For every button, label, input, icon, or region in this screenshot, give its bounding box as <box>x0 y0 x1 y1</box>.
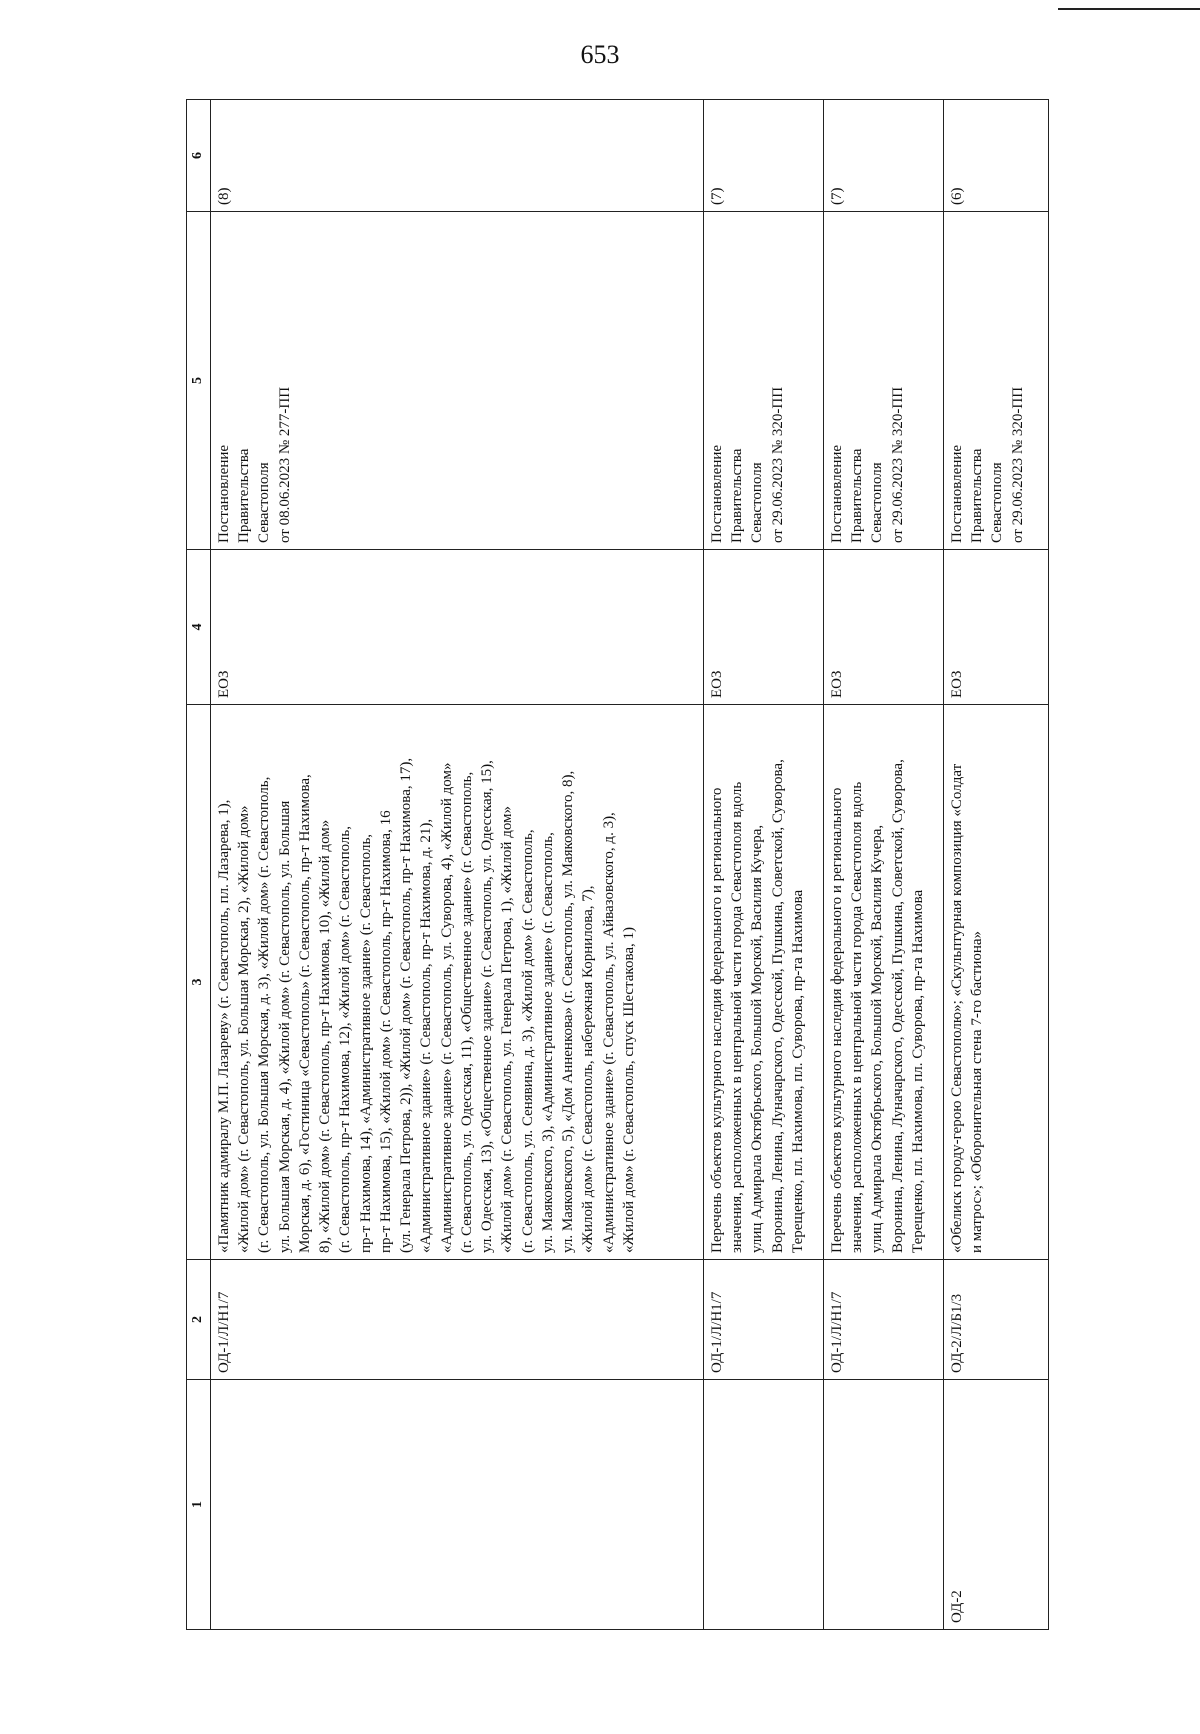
zone-cell <box>823 1380 943 1630</box>
column-header: 3 <box>187 705 211 1260</box>
description-line: «Жилой дом» (г. Севастополь, ул. Большая Морская, 2), «Жилой дом» <box>236 805 253 1253</box>
description-line: Морская, д. 6), «Гостиница «Севастополь» (г. Севастополь, пр-т Нахимова, <box>296 774 313 1253</box>
document-line: от 08.06.2023 № 277-ПП <box>276 386 293 543</box>
description-line: ул. Маяковского, 3), «Административное здание» (г. Севастополь, <box>539 832 556 1253</box>
description-line: ул. Одесская, 13), «Общественное здание» (г. Севастополь, ул. Одесская, 15), <box>479 760 496 1253</box>
document-line: от 29.06.2023 № 320-ПП <box>769 386 786 543</box>
description-line: (г. Севастополь, ул. Большая Морская, д. 3), «Жилой дом» (г. Севастополь, <box>256 776 273 1253</box>
description-cell <box>703 705 823 1260</box>
note-cell: (7) <box>703 100 823 212</box>
description-line: «Административное здание» (г. Севастополь, ул. Суворова, 4), «Жилой дом» <box>438 762 455 1253</box>
description-line: 8), «Жилой дом» (г. Севастополь, пр-т Нахимова, 10), «Жилой дом» <box>317 819 334 1253</box>
document-line: Постановление <box>828 444 845 543</box>
document-line: Правительства <box>729 448 746 543</box>
description-line: значения, расположенных в центральной части города Севастополя вдоль <box>849 781 866 1253</box>
document-cell <box>703 212 823 550</box>
document-line: Правительства <box>849 448 866 543</box>
description-line: Воронина, Ленина, Луначарского, Одесской, Пушкина, Советской, Суворова, <box>889 759 906 1253</box>
document-line: Севастополя <box>989 462 1006 543</box>
code-cell: ОД-1/Л/Н1/7 <box>703 1260 823 1380</box>
description-line: «Памятник адмиралу М.П. Лазареву» (г. Севастополь, пл. Лазарева, 1), <box>215 799 232 1253</box>
document-cell <box>210 212 703 550</box>
description-cell <box>823 705 943 1260</box>
table-row <box>210 100 703 1630</box>
zone-type-cell: ЕОЗ <box>210 550 703 705</box>
document-line: Правительства <box>969 448 986 543</box>
description-line: «Жилой дом» (г. Севастополь, спуск Шестакова, 1) <box>620 927 637 1253</box>
document-line: Севастополя <box>749 462 766 543</box>
table-row <box>823 100 943 1630</box>
document-line: от 29.06.2023 № 320-ПП <box>1009 386 1026 543</box>
zone-cell <box>703 1380 823 1630</box>
table-row <box>943 100 1048 1630</box>
code-cell: ОД-1/Л/Н1/7 <box>823 1260 943 1380</box>
description-line: пр-т Нахимова, 15), «Жилой дом» (г. Севастополь, пр-т Нахимова, 16 <box>377 810 394 1253</box>
column-header: 5 <box>187 212 211 550</box>
description-line: Перечень объектов культурного наследия федерального и регионального <box>828 787 845 1253</box>
document-line: Постановление <box>708 444 725 543</box>
description-line: Воронина, Ленина, Луначарского, Одесской, Пушкина, Советской, Суворова, <box>769 759 786 1253</box>
description-line: Терещенко, пл. Нахимова, пл. Суворова, пр-та Нахимова <box>789 889 806 1253</box>
note-cell: (8) <box>210 100 703 212</box>
description-line: значения, расположенных в центральной части города Севастополя вдоль <box>729 781 746 1253</box>
document-line: Правительства <box>236 448 253 543</box>
note-cell: (6) <box>943 100 1048 212</box>
description-cell <box>210 705 703 1260</box>
description-line: пр-т Нахимова, 14), «Административное здание» (г. Севастополь, <box>357 833 374 1253</box>
column-header: 4 <box>187 550 211 705</box>
description-line: «Жилой дом» (г. Севастополь, набережная Корнилова, 7), <box>580 885 597 1253</box>
top-rule <box>1058 8 1200 10</box>
description-line: «Обелиск городу-герою Севастополю»; «Скульптурная композиция «Солдат <box>948 763 965 1253</box>
header-row <box>187 100 211 1630</box>
rotated-table-wrapper <box>186 100 1046 1630</box>
document-cell <box>823 212 943 550</box>
description-line: «Жилой дом» (г. Севастополь, ул. Генерала Петрова, 1), «Жилой дом» <box>499 805 516 1253</box>
code-cell: ОД-1/Л/Н1/7 <box>210 1260 703 1380</box>
column-header: 2 <box>187 1260 211 1380</box>
document-line: Севастополя <box>256 462 273 543</box>
description-line: «Административное здание» (г. Севастополь, ул. Айвазовского, д. 3), <box>600 812 617 1253</box>
description-line: «Административное здание» (г. Севастополь, пр-т Нахимова, д. 21), <box>418 818 435 1253</box>
note-cell: (7) <box>823 100 943 212</box>
document-line: Постановление <box>215 444 232 543</box>
zone-type-cell: ЕОЗ <box>943 550 1048 705</box>
description-line: (г. Севастополь, пр-т Нахимова, 12), «Жилой дом» (г. Севастополь, <box>337 826 354 1253</box>
description-line: (г. Севастополь, ул. Сенявина, д. 3), «Жилой дом» (г. Севастополь, <box>519 829 536 1253</box>
document-cell <box>943 212 1048 550</box>
column-header: 6 <box>187 100 211 212</box>
zone-type-cell: ЕОЗ <box>703 550 823 705</box>
description-line: ул. Большая Морская, д. 4), «Жилой дом» (г. Севастополь, ул. Большая <box>276 800 293 1253</box>
description-line: и матрос»; «Оборонительная стена 7-го бастиона» <box>969 930 986 1253</box>
description-line: (г. Севастополь, ул. Одесская, 11), «Общественное здание» (г. Севастополь, <box>458 771 475 1253</box>
table-row <box>703 100 823 1630</box>
regulations-table <box>186 99 1049 1630</box>
description-cell <box>943 705 1048 1260</box>
description-line: ул. Маяковского, 5), «Дом Анненкова» (г. Севастополь, ул. Маяковского, 8), <box>560 770 577 1253</box>
document-line: Севастополя <box>869 462 886 543</box>
document-line: Постановление <box>948 444 965 543</box>
description-line: Перечень объектов культурного наследия федерального и регионального <box>708 787 725 1253</box>
description-line: улиц Адмирала Октябрьского, Большой Морской, Василия Кучера, <box>749 824 766 1253</box>
description-line: (ул. Генерала Петрова, 2)), «Жилой дом» (г. Севастополь, пр-т Нахимова, 17), <box>398 757 415 1253</box>
code-cell: ОД-2/Л/Б1/3 <box>943 1260 1048 1380</box>
zone-type-cell: ЕОЗ <box>823 550 943 705</box>
zone-cell <box>210 1380 703 1630</box>
description-line: улиц Адмирала Октябрьского, Большой Морской, Василия Кучера, <box>869 824 886 1253</box>
zone-cell: ОД-2 <box>943 1380 1048 1630</box>
column-header: 1 <box>187 1380 211 1630</box>
page-number: 653 <box>580 40 620 69</box>
description-line: Терещенко, пл. Нахимова, пл. Суворова, пр-та Нахимова <box>909 889 926 1253</box>
document-line: от 29.06.2023 № 320-ПП <box>889 386 906 543</box>
